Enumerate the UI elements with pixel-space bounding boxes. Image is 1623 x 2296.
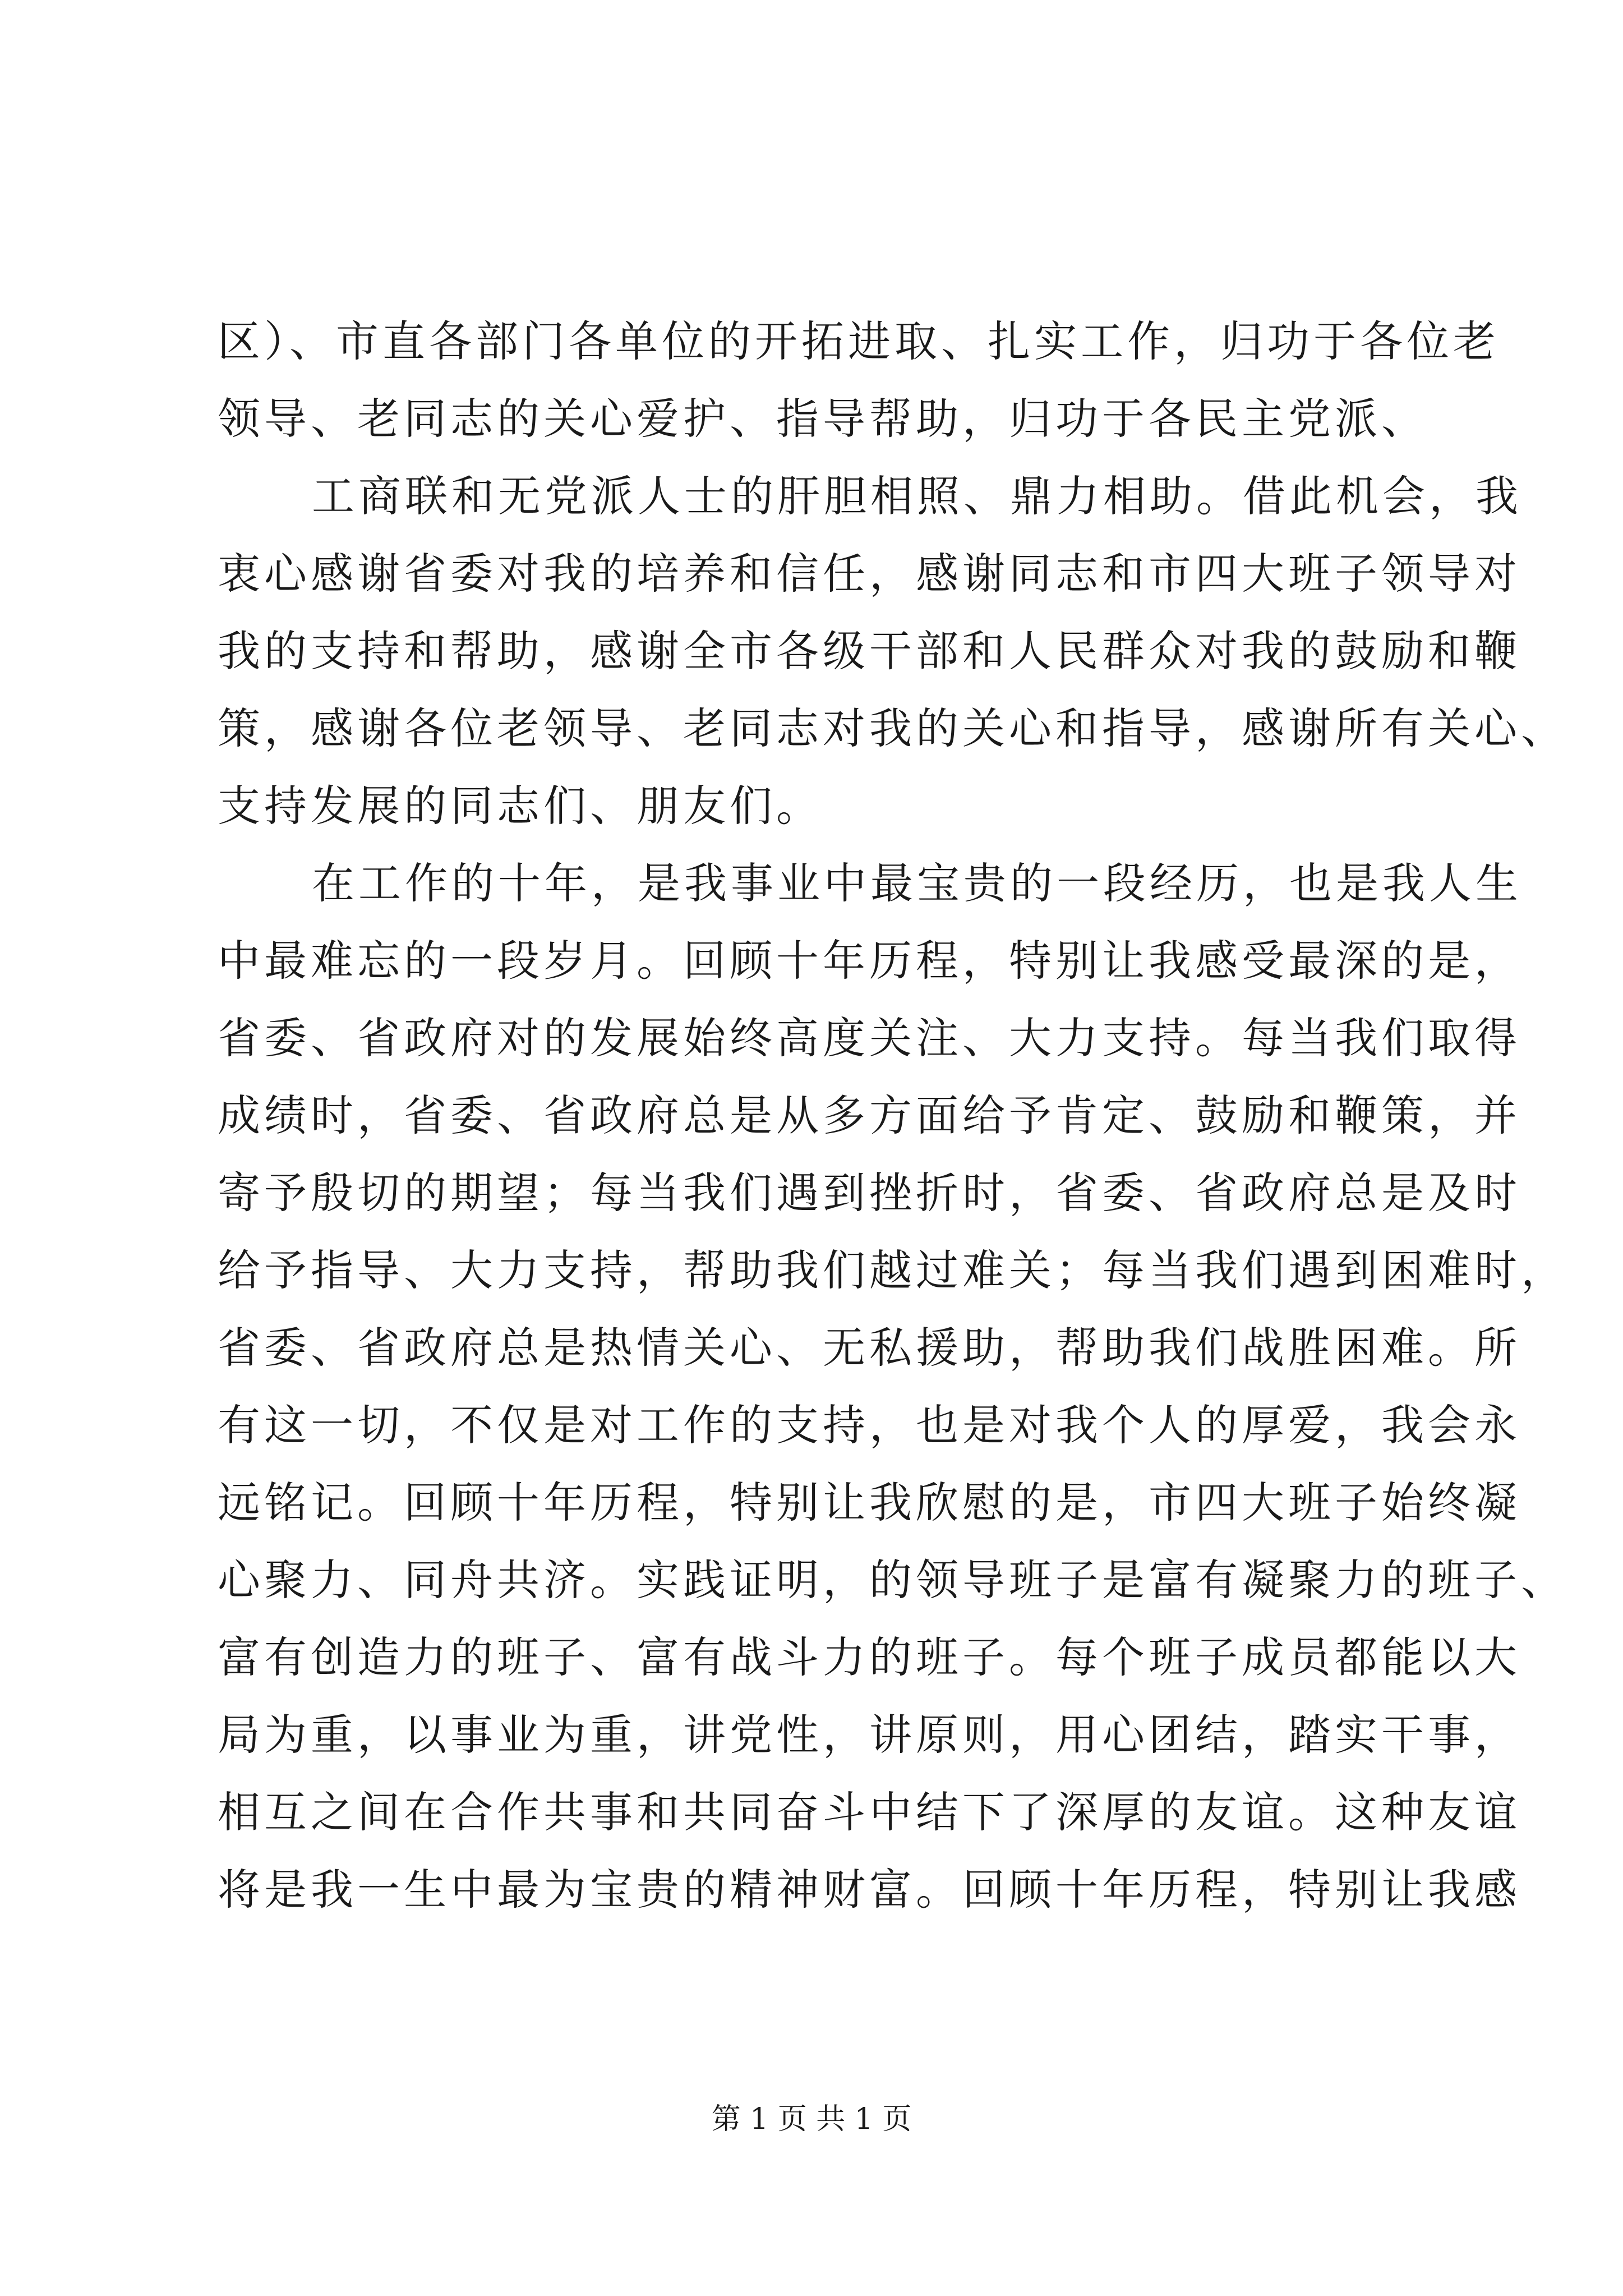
text-line: 有这一切，不仅是对工作的支持，也是对我个人的厚爱，我会永 [218,1400,1521,1450]
page-footer [0,2102,1623,2136]
text-line: 区）、市直各部门各单位的开拓进取、扎实工作，归功于各位老 [218,316,1500,366]
text-line: 将是我一生中最为宝贵的精神财富。回顾十年历程，特别让我感 [218,1865,1521,1915]
text-line: 远铭记。回顾十年历程，特别让我欣慰的是，市四大班子始终凝 [218,1478,1521,1527]
text-line: 富有创造力的班子、富有战斗力的班子。每个班子成员都能以大 [218,1632,1521,1682]
body-text [218,303,1567,1929]
text-line: 省委、省政府总是热情关心、无私援助，帮助我们战胜困难。所 [218,1323,1521,1373]
text-line: 心聚力、同舟共济。实践证明，的领导班子是富有凝聚力的班子、 [218,1555,1567,1605]
text-line: 工商联和无党派人士的肝胆相照、鼎力相助。借此机会，我 [312,471,1522,521]
text-line: 相互之间在合作共事和共同奋斗中结下了深厚的友谊。这种友谊 [218,1787,1521,1837]
text-line: 领导、老同志的关心爱护、指导帮助，归功于各民主党派、 [218,394,1428,444]
page-number-label: 第 1 页 共 1 页 [711,2102,912,2136]
text-line: 给予指导、大力支持，帮助我们越过难关；每当我们遇到困难时， [218,1245,1567,1295]
text-line: 衷心感谢省委对我的培养和信任，感谢同志和市四大班子领导对 [218,549,1521,599]
text-line: 中最难忘的一段岁月。回顾十年历程，特别让我感受最深的是， [218,936,1521,986]
text-line: 成绩时，省委、省政府总是从多方面给予肯定、鼓励和鞭策，并 [218,1091,1521,1140]
text-line: 局为重，以事业为重，讲党性，讲原则，用心团结，踏实干事， [218,1710,1521,1760]
text-line: 策，感谢各位老领导、老同志对我的关心和指导，感谢所有关心、 [218,703,1567,753]
text-line: 寄予殷切的期望；每当我们遇到挫折时，省委、省政府总是及时 [218,1168,1521,1218]
text-line: 省委、省政府对的发展始终高度关注、大力支持。每当我们取得 [218,1013,1521,1063]
text-line: 支持发展的同志们、朋友们。 [218,781,823,831]
text-line: 我的支持和帮助，感谢全市各级干部和人民群众对我的鼓励和鞭 [218,626,1521,676]
text-line: 在工作的十年，是我事业中最宝贵的一段经历，也是我人生 [312,858,1522,908]
